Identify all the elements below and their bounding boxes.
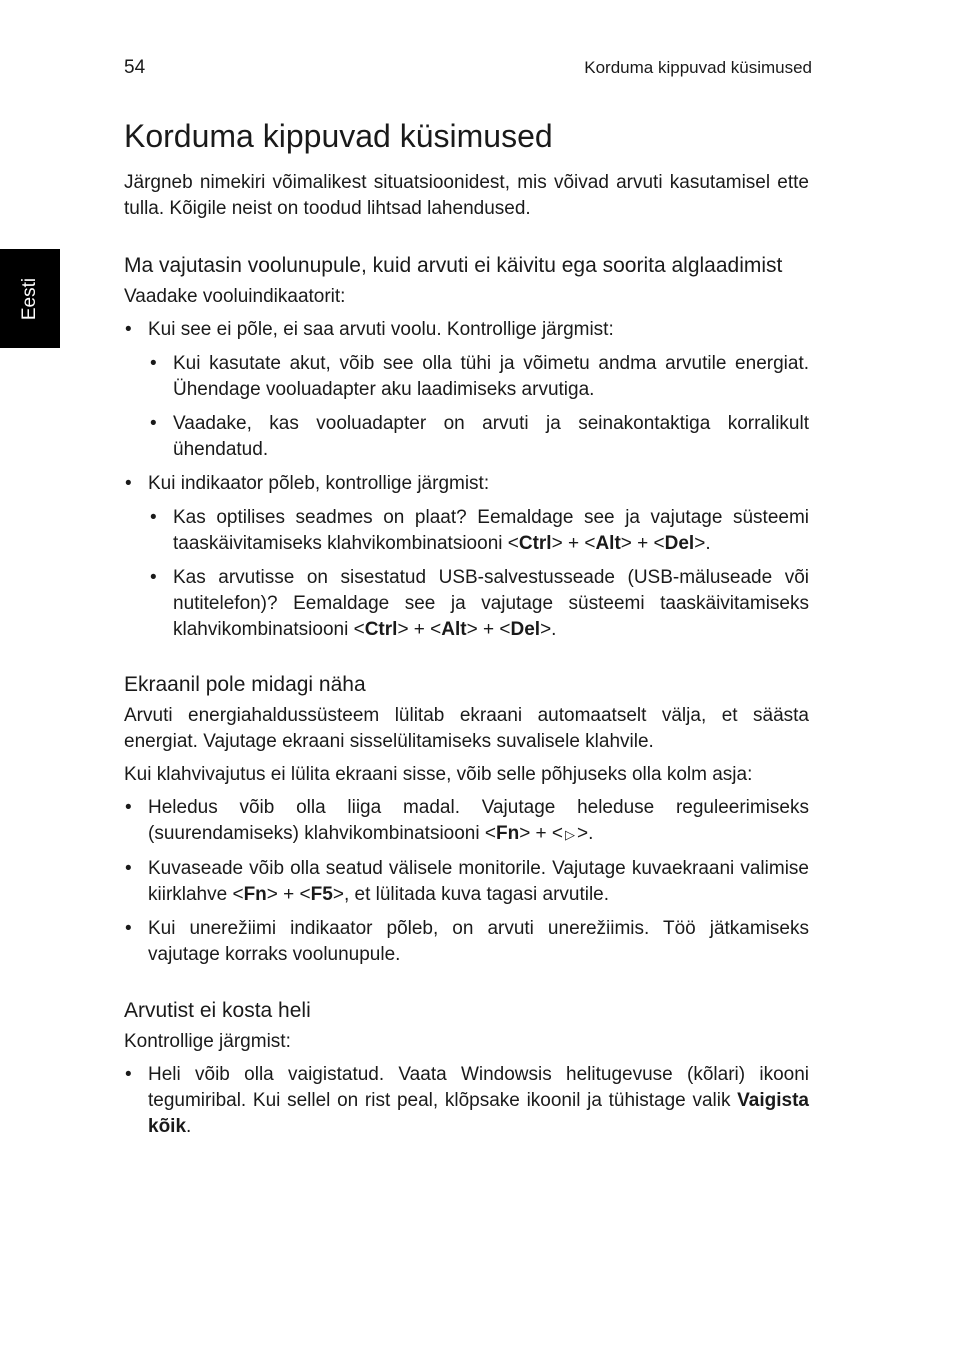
- section-lead: Vaadake vooluindikaatorit:: [124, 286, 346, 307]
- section-display: [124, 671, 809, 968]
- key-fn: Fn: [495, 823, 520, 844]
- list-item-text: Kui see ei põle, ei saa arvuti voolu. Kontrollige järgmist:: [148, 319, 614, 340]
- key-del: Del: [664, 533, 695, 554]
- page-title: Korduma kippuvad küsimused: [124, 118, 553, 154]
- key-fn: Fn: [243, 884, 267, 905]
- language-tab-label: Eesti: [19, 277, 40, 320]
- list-item: [124, 317, 809, 463]
- key-del: Del: [510, 619, 541, 640]
- section-heading-power: Ma vajutasin voolunupule, kuid arvuti ei käivitu ega soorita alglaadimist: [124, 254, 783, 277]
- page-content: [124, 114, 809, 1148]
- list-item: • Kui kasutate akut, võib see olla tühi ja võimetu andma arvutile energiat. Ühendage vooluadapter aku laadimiseks arvutiga.: [148, 351, 809, 403]
- list-item: • Vaadake, kas vooluadapter on arvuti ja seinakontaktiga korralikult ühendatud.: [148, 411, 809, 463]
- bullet-list: [124, 317, 809, 643]
- language-tab: [0, 249, 60, 348]
- list-item: • Kas arvutisse on sisestatud USB-salvestusseade (USB-mäluseade või nutitelefon)? Eemaldage see ja vajutage süsteemi taaskäivitamiseks klahvikombinatsiooni <Ctrl> + <Alt> + <Del>.: [148, 565, 809, 643]
- section-heading-sound: Arvutist ei kosta heli: [124, 999, 311, 1022]
- option-mute-all: Vaigista kõik: [148, 1090, 809, 1137]
- page-number: 54: [124, 57, 146, 78]
- sub-bullet-list: [148, 505, 809, 643]
- section-sound: [124, 997, 809, 1140]
- bullet-list: [124, 795, 809, 968]
- running-header: Korduma kippuvad küsimused: [584, 58, 812, 77]
- key-alt: Alt: [595, 533, 621, 554]
- list-item: • Kas optilises seadmes on plaat? Eemaldage see ja vajutage süsteemi taaskäivitamiseks klahvikombinatsiooni <Ctrl> + <Alt> + <Del>.: [148, 505, 809, 557]
- list-item: • Heli võib olla vaigistatud. Vaata Windowsis helitugevuse (kõlari) ikooni tegumiribal. Kui sellel on rist peal, klõpsake ikoonil ja tühistage valik Vaigista kõik.: [124, 1062, 809, 1140]
- list-item: • Heledus võib olla liiga madal. Vajutage heleduse reguleerimiseks (suurendamiseks) klahvikombinatsiooni <Fn> + < ▷ >.: [124, 795, 809, 848]
- section-paragraph: Arvuti energiahaldussüsteem lülitab ekraani automaatselt välja, et säästa energiat. Vajutage ekraani sisselülitamiseks suvalisele klahvile.: [124, 705, 809, 752]
- brightness-up-icon: ▷: [565, 827, 576, 842]
- sub-bullet-list: [148, 351, 809, 463]
- bullet-list: [124, 1062, 809, 1140]
- section-paragraph: Kui klahvivajutus ei lülita ekraani sisse, võib selle põhjuseks olla kolm asja:: [124, 764, 753, 785]
- key-ctrl: Ctrl: [364, 619, 398, 640]
- section-heading-display: Ekraanil pole midagi näha: [124, 673, 366, 696]
- list-item-text: Kui indikaator põleb, kontrollige järgmist:: [148, 473, 490, 494]
- key-f5: F5: [310, 884, 333, 905]
- intro-paragraph: Järgneb nimekiri võimalikest situatsioonidest, mis võivad arvuti kasutamisel ette tulla. Kõigile neist on toodud lihtsad lahendused.: [124, 172, 809, 219]
- section-lead: Kontrollige järgmist:: [124, 1031, 291, 1052]
- list-item: • Kuvaseade võib olla seatud välisele monitorile. Vajutage kuvaekraani valimise kiirklahve <Fn> + <F5>, et lülitada kuva tagasi arvutile.: [124, 856, 809, 908]
- list-item: [124, 471, 809, 643]
- section-power: [124, 252, 809, 643]
- key-alt: Alt: [441, 619, 467, 640]
- key-ctrl: Ctrl: [518, 533, 552, 554]
- list-item: • Kui unerežiimi indikaator põleb, on arvuti unerežiimis. Töö jätkamiseks vajutage korraks voolunupule.: [124, 916, 809, 968]
